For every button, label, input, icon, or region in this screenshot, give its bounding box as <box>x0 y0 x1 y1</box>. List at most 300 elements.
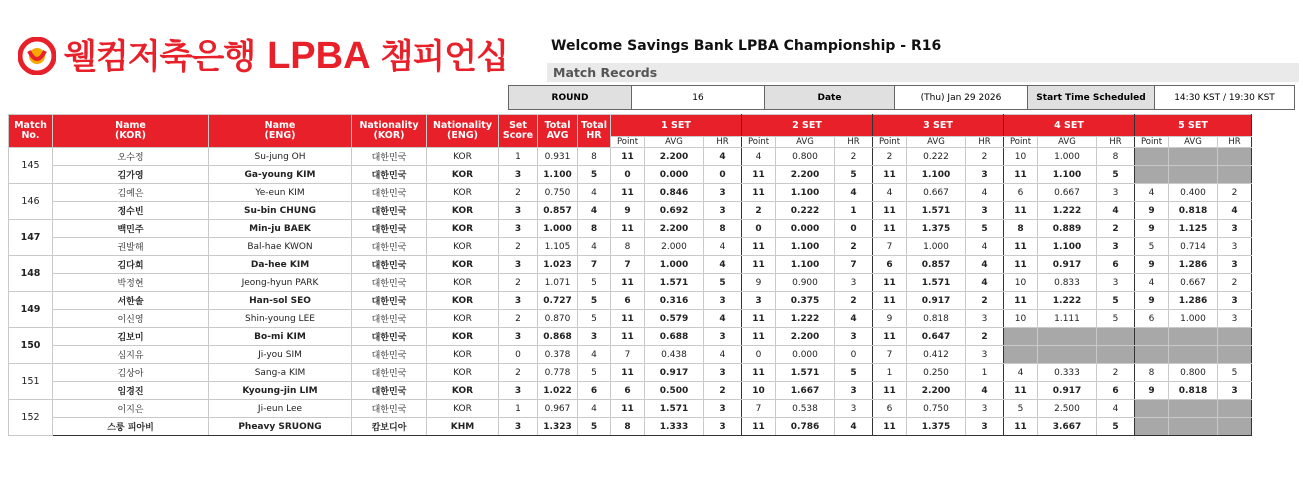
set-3-avg: 0.857 <box>907 256 966 274</box>
set-3-avg: 1.571 <box>907 274 966 292</box>
set-5-point-empty <box>1135 346 1169 364</box>
total-avg: 0.750 <box>538 184 578 202</box>
set-5-hr-empty <box>1218 346 1252 364</box>
set-4-point: 10 <box>1004 274 1038 292</box>
set-2-hr: 2 <box>835 148 873 166</box>
set-2-hr: 3 <box>835 400 873 418</box>
col-nat-kor <box>352 115 427 148</box>
set-2-hr: 4 <box>835 184 873 202</box>
set-score: 3 <box>499 220 538 238</box>
player-name-kor: 임경진 <box>53 382 209 400</box>
total-avg: 1.023 <box>538 256 578 274</box>
player-name-kor: 이신영 <box>53 310 209 328</box>
set-5-avg-empty <box>1169 400 1218 418</box>
player-name-eng: Ga-young KIM <box>209 166 352 184</box>
set-3-point: 1 <box>873 364 907 382</box>
set-2-hr: 1 <box>835 202 873 220</box>
nationality-kor: 대한민국 <box>352 382 427 400</box>
nationality-eng: KOR <box>427 148 499 166</box>
set-2-avg: 0.000 <box>776 346 835 364</box>
set-5-avg: 1.286 <box>1169 256 1218 274</box>
set-1-avg: 0.846 <box>645 184 704 202</box>
set-score: 3 <box>499 328 538 346</box>
start-time-label: Start Time Scheduled <box>1028 86 1155 110</box>
match-number: 152 <box>9 400 53 436</box>
set-3-avg: 1.571 <box>907 202 966 220</box>
logo-text: 웰컴저축은행 LPBA 챔피언십 <box>64 34 508 77</box>
set-5-avg-empty <box>1169 166 1218 184</box>
nationality-eng: KOR <box>427 382 499 400</box>
set-2-point: 11 <box>742 310 776 328</box>
player-row <box>9 346 1252 364</box>
total-hr: 5 <box>578 310 611 328</box>
welcome-logo-icon <box>18 37 56 75</box>
page-title: Welcome Savings Bank LPBA Championship - R16 <box>551 38 942 54</box>
set-score: 3 <box>499 418 538 436</box>
col-total-hr <box>578 115 611 148</box>
set-4-avg: 3.667 <box>1038 418 1097 436</box>
set-4-avg: 2.500 <box>1038 400 1097 418</box>
set-4-avg: 0.667 <box>1038 184 1097 202</box>
player-name-kor: 김예은 <box>53 184 209 202</box>
nationality-eng: KOR <box>427 202 499 220</box>
set-1-hr: 3 <box>704 400 742 418</box>
total-hr: 4 <box>578 184 611 202</box>
set-2-hr: 7 <box>835 256 873 274</box>
page-subtitle: Match Records <box>547 63 1299 82</box>
nationality-eng: KOR <box>427 166 499 184</box>
nationality-kor: 대한민국 <box>352 346 427 364</box>
set-5-hr-empty <box>1218 166 1252 184</box>
set-5-point-empty <box>1135 328 1169 346</box>
player-name-eng: Bo-mi KIM <box>209 328 352 346</box>
set-5-point-empty <box>1135 166 1169 184</box>
nationality-kor: 대한민국 <box>352 184 427 202</box>
player-name-kor: 정수빈 <box>53 202 209 220</box>
set-2-hr: 4 <box>835 418 873 436</box>
set-2-hr: 3 <box>835 274 873 292</box>
name-kor-header: Name (KOR) <box>114 120 146 141</box>
set-4-hr: 8 <box>1097 148 1135 166</box>
set-5-hr-empty <box>1218 148 1252 166</box>
set-4-hr-empty <box>1097 346 1135 364</box>
date-label: Date <box>765 86 895 110</box>
set-3-hr: 3 <box>966 400 1004 418</box>
set-2-point: 4 <box>742 148 776 166</box>
match-number: 145 <box>9 148 53 184</box>
set-5-point: 9 <box>1135 220 1169 238</box>
nationality-kor: 대한민국 <box>352 292 427 310</box>
set-1-avg: 2.200 <box>645 148 704 166</box>
match-number: 147 <box>9 220 53 256</box>
set-2-avg: 2.200 <box>776 166 835 184</box>
set-5-avg-empty <box>1169 418 1218 436</box>
set-2-avg: 0.222 <box>776 202 835 220</box>
set-5-avg: 0.818 <box>1169 202 1218 220</box>
col-name-kor <box>53 115 209 148</box>
set-4-point: 4 <box>1004 364 1038 382</box>
set-1-hr: 4 <box>704 238 742 256</box>
set-1-point: 8 <box>611 238 645 256</box>
set-1-point: 6 <box>611 292 645 310</box>
set-score: 3 <box>499 256 538 274</box>
player-name-kor: 김상아 <box>53 364 209 382</box>
nationality-kor: 대한민국 <box>352 238 427 256</box>
set-score: 2 <box>499 310 538 328</box>
set-score: 2 <box>499 184 538 202</box>
set-3-avg: 0.250 <box>907 364 966 382</box>
set-4-point: 10 <box>1004 148 1038 166</box>
set-2-avg: 0.375 <box>776 292 835 310</box>
player-name-kor: 김가영 <box>53 166 209 184</box>
set-1-hr: 3 <box>704 364 742 382</box>
set-3-point: 11 <box>873 274 907 292</box>
set-2-avg-header: AVG <box>776 137 835 148</box>
set-2-avg: 1.100 <box>776 238 835 256</box>
match-number: 148 <box>9 256 53 292</box>
set-2-point: 11 <box>742 364 776 382</box>
set-3-hr: 4 <box>966 382 1004 400</box>
player-name-kor: 서한솔 <box>53 292 209 310</box>
set-5-avg: 1.000 <box>1169 310 1218 328</box>
set-4-avg: 1.111 <box>1038 310 1097 328</box>
player-row <box>9 238 1252 256</box>
total-hr: 5 <box>578 274 611 292</box>
nationality-kor: 캄보디아 <box>352 418 427 436</box>
set-4-point-empty <box>1004 328 1038 346</box>
set-3-avg: 2.200 <box>907 382 966 400</box>
nationality-eng: KOR <box>427 184 499 202</box>
set-3-hr: 5 <box>966 220 1004 238</box>
set-4-hr-empty <box>1097 328 1135 346</box>
set-5-avg: 0.667 <box>1169 274 1218 292</box>
set-4-hr: 5 <box>1097 310 1135 328</box>
set-2-avg: 1.571 <box>776 364 835 382</box>
set-5-point: 6 <box>1135 310 1169 328</box>
set-2-hr: 3 <box>835 382 873 400</box>
set-3-point: 11 <box>873 418 907 436</box>
set-1-hr: 4 <box>704 346 742 364</box>
total-avg: 0.967 <box>538 400 578 418</box>
set-5-hr: 3 <box>1218 292 1252 310</box>
date-value: (Thu) Jan 29 2026 <box>895 86 1028 110</box>
set-5-hr: 3 <box>1218 382 1252 400</box>
set-4-point: 8 <box>1004 220 1038 238</box>
set-2-hr: 4 <box>835 310 873 328</box>
col-total-avg <box>538 115 578 148</box>
set-5-header: 5 SET <box>1135 115 1252 137</box>
set-4-point: 11 <box>1004 256 1038 274</box>
set-4-hr: 5 <box>1097 166 1135 184</box>
total-avg: 1.105 <box>538 238 578 256</box>
total-avg: 0.857 <box>538 202 578 220</box>
set-3-avg: 0.818 <box>907 310 966 328</box>
set-score: 2 <box>499 274 538 292</box>
set-3-point: 9 <box>873 310 907 328</box>
match-number: 149 <box>9 292 53 328</box>
player-name-eng: Pheavy SRUONG <box>209 418 352 436</box>
set-score: 1 <box>499 148 538 166</box>
set-3-hr: 3 <box>966 310 1004 328</box>
set-5-point: 9 <box>1135 292 1169 310</box>
set-1-point: 11 <box>611 400 645 418</box>
set-1-hr: 4 <box>704 256 742 274</box>
total-hr: 5 <box>578 418 611 436</box>
set-4-point: 11 <box>1004 202 1038 220</box>
set-5-avg-empty <box>1169 328 1218 346</box>
set-1-avg: 1.333 <box>645 418 704 436</box>
set-2-point: 10 <box>742 382 776 400</box>
col-name-eng <box>209 115 352 148</box>
total-avg: 0.870 <box>538 310 578 328</box>
set-2-point: 9 <box>742 274 776 292</box>
set-2-point: 11 <box>742 238 776 256</box>
set-5-point: 5 <box>1135 238 1169 256</box>
set-score: 3 <box>499 166 538 184</box>
set-1-avg-header: AVG <box>645 137 704 148</box>
set-5-point-empty <box>1135 418 1169 436</box>
set-2-hr: 0 <box>835 346 873 364</box>
set-3-point: 4 <box>873 184 907 202</box>
set-5-point: 4 <box>1135 184 1169 202</box>
set-2-avg: 2.200 <box>776 328 835 346</box>
set-5-avg-empty <box>1169 148 1218 166</box>
player-name-kor: 이지은 <box>53 400 209 418</box>
nationality-kor: 대한민국 <box>352 256 427 274</box>
player-name-eng: Ji-eun Lee <box>209 400 352 418</box>
set-4-header: 4 SET <box>1004 115 1135 137</box>
player-name-eng: Su-bin CHUNG <box>209 202 352 220</box>
set-5-point-header: Point <box>1135 137 1169 148</box>
set-4-hr-header: HR <box>1097 137 1135 148</box>
set-1-avg: 0.000 <box>645 166 704 184</box>
set-3-avg: 0.750 <box>907 400 966 418</box>
set-1-hr: 8 <box>704 220 742 238</box>
set-3-hr: 4 <box>966 184 1004 202</box>
set-1-point: 8 <box>611 418 645 436</box>
set-4-hr: 4 <box>1097 400 1135 418</box>
total-avg: 1.323 <box>538 418 578 436</box>
set-5-avg: 0.400 <box>1169 184 1218 202</box>
player-row <box>9 400 1252 418</box>
set-2-hr: 0 <box>835 220 873 238</box>
total-avg: 0.931 <box>538 148 578 166</box>
nationality-kor: 대한민국 <box>352 220 427 238</box>
set-4-avg: 0.917 <box>1038 382 1097 400</box>
total-avg: 0.778 <box>538 364 578 382</box>
set-5-point: 4 <box>1135 274 1169 292</box>
nationality-eng: KHM <box>427 418 499 436</box>
set-1-hr: 4 <box>704 310 742 328</box>
set-3-hr: 2 <box>966 328 1004 346</box>
match-no-header: Match No. <box>14 120 47 141</box>
set-5-hr: 2 <box>1218 184 1252 202</box>
set-1-point: 6 <box>611 382 645 400</box>
set-1-avg: 1.000 <box>645 256 704 274</box>
nationality-eng: KOR <box>427 238 499 256</box>
player-name-kor: 김다희 <box>53 256 209 274</box>
set-1-avg: 0.438 <box>645 346 704 364</box>
nationality-kor: 대한민국 <box>352 310 427 328</box>
nationality-eng: KOR <box>427 274 499 292</box>
set-4-avg: 1.100 <box>1038 166 1097 184</box>
set-1-avg: 2.000 <box>645 238 704 256</box>
set-4-avg: 1.100 <box>1038 238 1097 256</box>
set-3-point-header: Point <box>873 137 907 148</box>
set-1-hr: 3 <box>704 418 742 436</box>
set-3-hr: 3 <box>966 346 1004 364</box>
total-avg: 0.378 <box>538 346 578 364</box>
player-name-kor: 박정현 <box>53 274 209 292</box>
player-name-eng: Sang-a KIM <box>209 364 352 382</box>
player-name-eng: Shin-young LEE <box>209 310 352 328</box>
col-set-score <box>499 115 538 148</box>
set-3-avg: 1.000 <box>907 238 966 256</box>
set-2-point: 0 <box>742 220 776 238</box>
set-2-header: 2 SET <box>742 115 873 137</box>
set-4-hr: 5 <box>1097 418 1135 436</box>
set-3-hr: 3 <box>966 418 1004 436</box>
set-5-hr-header: HR <box>1218 137 1252 148</box>
set-5-avg-header: AVG <box>1169 137 1218 148</box>
set-4-point: 11 <box>1004 418 1038 436</box>
set-1-hr: 3 <box>704 328 742 346</box>
set-5-hr: 3 <box>1218 310 1252 328</box>
player-row <box>9 148 1252 166</box>
nationality-eng: KOR <box>427 220 499 238</box>
set-2-avg: 1.667 <box>776 382 835 400</box>
set-4-avg: 0.833 <box>1038 274 1097 292</box>
set-4-point-header: Point <box>1004 137 1038 148</box>
match-number: 151 <box>9 364 53 400</box>
player-name-kor: 스룽 피아비 <box>53 418 209 436</box>
set-2-avg: 1.222 <box>776 310 835 328</box>
set-4-avg: 1.222 <box>1038 202 1097 220</box>
total-hr: 4 <box>578 202 611 220</box>
set-3-point: 7 <box>873 346 907 364</box>
set-4-point: 11 <box>1004 166 1038 184</box>
set-3-hr: 2 <box>966 148 1004 166</box>
set-1-hr: 3 <box>704 292 742 310</box>
set-3-point: 11 <box>873 382 907 400</box>
set-4-hr: 2 <box>1097 220 1135 238</box>
round-value: 16 <box>632 86 765 110</box>
player-name-eng: Jeong-hyun PARK <box>209 274 352 292</box>
set-3-avg: 0.917 <box>907 292 966 310</box>
player-row <box>9 364 1252 382</box>
set-4-avg-header: AVG <box>1038 137 1097 148</box>
set-4-hr: 3 <box>1097 274 1135 292</box>
nationality-eng: KOR <box>427 256 499 274</box>
set-1-point: 11 <box>611 364 645 382</box>
set-5-avg: 0.818 <box>1169 382 1218 400</box>
set-5-hr: 3 <box>1218 220 1252 238</box>
set-4-avg: 0.889 <box>1038 220 1097 238</box>
player-row <box>9 310 1252 328</box>
set-1-hr: 4 <box>704 148 742 166</box>
set-1-point: 11 <box>611 328 645 346</box>
match-number: 150 <box>9 328 53 364</box>
set-1-hr: 0 <box>704 166 742 184</box>
set-5-avg: 0.714 <box>1169 238 1218 256</box>
set-2-hr: 2 <box>835 238 873 256</box>
player-row <box>9 184 1252 202</box>
set-1-avg: 0.579 <box>645 310 704 328</box>
set-score: 3 <box>499 382 538 400</box>
set-4-point: 6 <box>1004 184 1038 202</box>
player-name-kor: 권발해 <box>53 238 209 256</box>
championship-logo <box>18 34 508 78</box>
set-1-point: 11 <box>611 310 645 328</box>
set-1-avg: 0.917 <box>645 364 704 382</box>
total-avg: 0.727 <box>538 292 578 310</box>
set-1-avg: 0.316 <box>645 292 704 310</box>
total-hr: 3 <box>578 328 611 346</box>
total-hr: 8 <box>578 148 611 166</box>
set-score-header: Set Score <box>502 120 534 141</box>
set-3-hr: 4 <box>966 256 1004 274</box>
set-4-hr: 3 <box>1097 184 1135 202</box>
set-4-point: 11 <box>1004 292 1038 310</box>
player-name-kor: 오수정 <box>53 148 209 166</box>
set-1-point: 11 <box>611 274 645 292</box>
total-hr-header: Total HR <box>581 120 607 141</box>
nationality-kor: 대한민국 <box>352 328 427 346</box>
player-name-kor: 심지유 <box>53 346 209 364</box>
set-2-avg: 0.000 <box>776 220 835 238</box>
set-4-hr: 6 <box>1097 256 1135 274</box>
set-score: 3 <box>499 202 538 220</box>
set-5-point: 9 <box>1135 202 1169 220</box>
set-2-avg: 0.786 <box>776 418 835 436</box>
set-5-point: 8 <box>1135 364 1169 382</box>
player-name-eng: Kyoung-jin LIM <box>209 382 352 400</box>
set-1-point-header: Point <box>611 137 645 148</box>
set-2-point: 7 <box>742 400 776 418</box>
total-hr: 5 <box>578 364 611 382</box>
set-1-avg: 1.571 <box>645 400 704 418</box>
player-row <box>9 418 1252 436</box>
player-row <box>9 274 1252 292</box>
set-1-point: 9 <box>611 202 645 220</box>
total-avg: 1.071 <box>538 274 578 292</box>
set-3-avg: 0.647 <box>907 328 966 346</box>
nationality-eng: KOR <box>427 400 499 418</box>
total-hr: 5 <box>578 292 611 310</box>
set-score: 2 <box>499 238 538 256</box>
set-2-avg: 0.538 <box>776 400 835 418</box>
total-hr: 4 <box>578 400 611 418</box>
player-name-eng: Ji-you SIM <box>209 346 352 364</box>
player-name-eng: Han-sol SEO <box>209 292 352 310</box>
set-5-hr-empty <box>1218 400 1252 418</box>
nationality-kor: 대한민국 <box>352 364 427 382</box>
set-2-hr-header: HR <box>835 137 873 148</box>
set-1-avg: 0.688 <box>645 328 704 346</box>
set-1-hr: 3 <box>704 202 742 220</box>
player-name-eng: Da-hee KIM <box>209 256 352 274</box>
set-1-point: 7 <box>611 346 645 364</box>
nationality-kor: 대한민국 <box>352 400 427 418</box>
set-1-point: 11 <box>611 184 645 202</box>
player-row <box>9 382 1252 400</box>
set-2-hr: 5 <box>835 166 873 184</box>
set-5-hr-empty <box>1218 418 1252 436</box>
set-4-avg-empty <box>1038 346 1097 364</box>
set-3-hr: 1 <box>966 364 1004 382</box>
nationality-kor: 대한민국 <box>352 274 427 292</box>
set-5-avg: 0.800 <box>1169 364 1218 382</box>
